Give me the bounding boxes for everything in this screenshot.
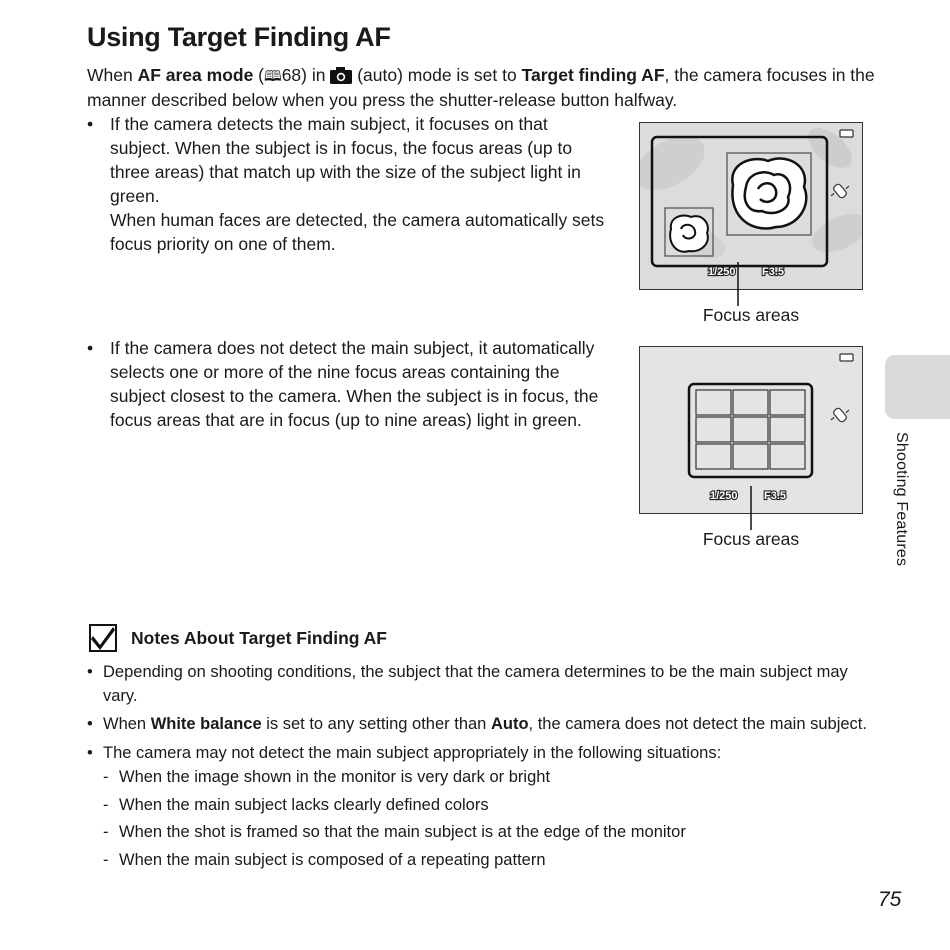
notes-heading-text: Notes About Target Finding AF [131, 627, 387, 648]
notes-list [87, 661, 877, 877]
focus-areas-leader-line [736, 262, 740, 306]
situation-item: - When the main subject is composed of a repeating pattern [103, 849, 877, 873]
note-item: • Depending on shooting conditions, the subject that the camera determines to be the main subject may vary. [87, 661, 877, 708]
page-reference[interactable]: 68 [281, 65, 302, 85]
aperture-readout: F3.5 [762, 266, 785, 278]
bullet-subject-not-detected [110, 336, 600, 432]
shutter-speed-readout: 1/250 [710, 490, 738, 502]
situations-list [103, 766, 877, 872]
monitor-figure-subject [639, 122, 863, 290]
note-item: • When White balance is set to any setting other than Auto, the camera does not detect the main subject. [87, 713, 877, 737]
checkmark-icon [89, 624, 117, 652]
situation-item: - When the image shown in the monitor is very dark or bright [103, 766, 877, 790]
white-balance-term: White balance [150, 715, 262, 733]
section-tab-marker [885, 355, 950, 419]
bullet-subject-detected [110, 112, 605, 256]
focus-areas-leader-line [749, 486, 753, 530]
page-number: 75 [878, 888, 902, 911]
note-item: • The camera may not detect the main subject appropriately in the following situations: - When the image shown in the monitor is very dark or bright - When the main subject lacks clearly defined colors - When the shot is framed so that the main subject is at the edge of the monitor - When the main subject is composed of a repeating pattern [87, 742, 877, 873]
intro-paragraph: When AF area mode (🕮68) in (auto) mode is set to Target finding AF, the camera focuses in the manner described below when you press the shutter-release button halfway. [87, 65, 875, 110]
page-title: Using Target Finding AF [87, 22, 391, 52]
camera-icon [330, 67, 352, 84]
auto-term: Auto [490, 715, 529, 733]
focus-areas-caption: Focus areas [702, 529, 800, 549]
focus-areas-caption: Focus areas [702, 305, 800, 325]
flower-scene-illustration [640, 123, 863, 290]
shutter-speed-readout: 1/250 [708, 266, 736, 278]
aperture-readout: F3.5 [764, 490, 787, 502]
situation-item: - When the main subject lacks clearly defined colors [103, 794, 877, 818]
bullet-text: • If the camera detects the main subject, it focuses on that subject. When the subject is in focus, the focus areas (up to three areas) that match up with the size of the subject light in green. [110, 114, 581, 206]
af-area-mode-term: AF area mode [137, 65, 254, 85]
bullet-text: When human faces are detected, the camera automatically sets focus priority on one of them. [110, 210, 605, 254]
section-tab-label: Shooting Features [893, 432, 910, 567]
page-reference-icon: 🕮 [264, 67, 282, 85]
bullet-text: • If the camera does not detect the main subject, it automatically selects one or more of the nine focus areas containing the subject closest to the camera. When the subject is in focus, the focus areas that are in focus (up to nine areas) light in green. [110, 338, 599, 430]
target-finding-af-term: Target finding AF [521, 65, 665, 85]
situation-item: - When the shot is framed so that the main subject is at the edge of the monitor [103, 821, 877, 845]
notes-heading [89, 624, 387, 652]
